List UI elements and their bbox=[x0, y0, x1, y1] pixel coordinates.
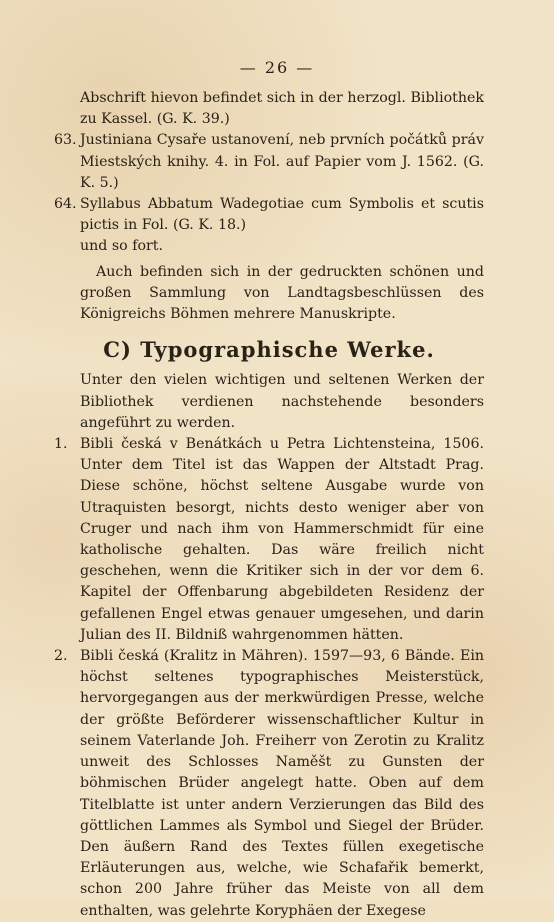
entry-number: 63. bbox=[54, 132, 77, 149]
catalog-entry-2 bbox=[54, 646, 484, 922]
section-intro: Unter den vielen wichtigen und seltenen Werken der Bibliothek verdienen nachstehende besonders angeführt zu werden. bbox=[80, 372, 484, 431]
entry-text: Bibli česká v Benátkách u Petra Lichtensteina, 1506. Unter dem Titel ist das Wappen der Altstadt Prag. Diese schöne, höchst seltene Ausgabe wurde von Utraquisten besorgt, nichts desto weniger aber von Cruger und nach ihm von Hammerschmidt für eine katholische gehalten. Das wäre freilich nicht geschehen, wenn die Kritiker sich in der vor dem 6. Kapitel der Offenbarung abgebildeten Residenz der gefallenen Engel etwas genauer umgesehen, und darin Julian des II. Bildniß wahrgenommen hätten. bbox=[80, 436, 484, 643]
catalog-entry-63 bbox=[54, 130, 484, 194]
page-number: — 26 — bbox=[239, 58, 315, 77]
section-heading: C) Typographische Werke. bbox=[103, 337, 435, 363]
page-text bbox=[54, 88, 484, 922]
manuscripts-paragraph: Auch befinden sich in der gedruckten schönen und großen Sammlung von Landtagsbeschlüssen des Königreichs Böhmen mehrere Manuskripte. bbox=[80, 263, 484, 323]
entry-number: 64. bbox=[54, 196, 77, 213]
entry-number: 2. bbox=[54, 648, 68, 665]
entry-text: Bibli česká (Kralitz in Mähren). 1597—93, 6 Bände. Ein höchst seltenes typographisches Meisterstück, hervorgegangen aus der merkwürdigen Presse, welche der größte Beförderer wissenschaftlicher Kultur in seinem Vaterlande Joh. Freiherr von Zerotin zu Kralitz unweit des Schlosses Naměšt zu Gunsten der böhmischen Brüder angelegt hatte. Oben auf dem Titelblatte ist unter andern Verzierungen das Bild des göttlichen Lammes als Symbol und Siegel der Brüder. Den äußern Rand des Textes füllen exegetische Erläuterungen aus, welche, wie Schafařik bemerkt, schon 200 Jahre früher das Meiste von all dem enthalten, was gelehrte Koryphäen der Exegese bbox=[80, 648, 484, 919]
continuation-paragraph: Abschrift hievon befindet sich in der herzogl. Bibliothek zu Kassel. (G. K. 39.) bbox=[80, 90, 484, 128]
und-so-fort-line: und so fort. bbox=[80, 238, 163, 255]
entry-number: 1. bbox=[54, 436, 68, 453]
catalog-entry-64 bbox=[54, 194, 484, 236]
entry-text: Syllabus Abbatum Wadegotiae cum Symbolis et scutis pictis in Fol. (G. K. 18.) bbox=[80, 196, 484, 234]
entry-text: Justiniana Cysaře ustanovení, neb prvních počátků práv Miestských knihy. 4. in Fol. auf Papier vom J. 1562. (G. K. 5.) bbox=[80, 132, 484, 191]
catalog-entry-1 bbox=[54, 434, 484, 646]
